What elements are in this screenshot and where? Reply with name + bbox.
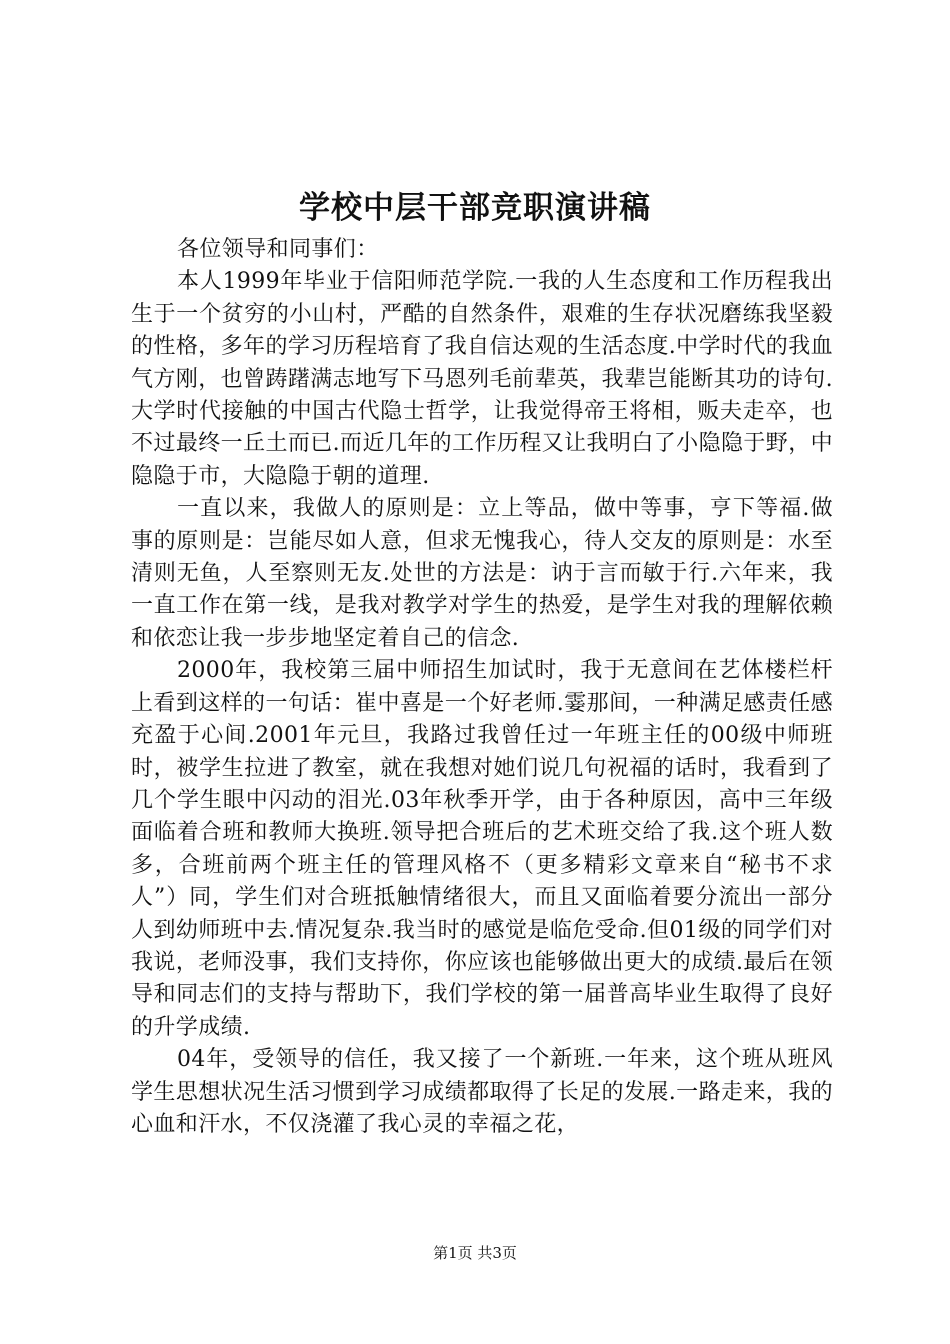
document-title: 学校中层干部竞职演讲稿	[299, 190, 651, 226]
paragraph-2: 一直以来，我做人的原则是：立上等品，做中等事，亨下等福.做事的原则是：岂能尽如人意，但求无愧我心，待人交友的原则是：水至清则无鱼，人至察则无友.处世的方法是：讷于言而敏于行.六年来，我一直工作在第一线，是我对教学对学生的热爱，是学生对我的理解依赖和依恋让我一步步地坚定着自己的信念.	[131, 496, 833, 651]
document-body	[131, 234, 833, 1141]
paragraph-4: 04年，受领导的信任，我又接了一个新班.一年来，这个班从班风学生思想状况生活习惯到学习成绩都取得了长足的发展.一路走来，我的心血和汗水，不仅浇灌了我心灵的幸福之花，	[131, 1047, 833, 1137]
paragraph-1: 本人1999年毕业于信阳师范学院.一我的人生态度和工作历程我出生于一个贫穷的小山村，严酷的自然条件，艰难的生存状况磨练我坚毅的性格，多年的学习历程培育了我自信达观的生活态度.中学时代的我血气方刚，也曾踌躇满志地写下马恩列毛前辈英，我辈岂能断其功的诗句.大学时代接触的中国古代隐士哲学，让我觉得帝王将相，贩夫走卒，也不过最终一丘土而已.而近几年的工作历程又让我明白了小隐隐于野，中隐隐于市，大隐隐于朝的道理.	[131, 269, 833, 489]
greeting-line: 各位领导和同事们：	[177, 237, 379, 262]
page-number-footer: 第1页 共3页	[433, 1244, 517, 1262]
paragraph-3: 2000年，我校第三届中师招生加试时，我于无意间在艺体楼栏杆上看到这样的一句话：崔中喜是一个好老师.霎那间，一种满足感责任感充盈于心间.2001年元旦，我路过我曾任过一年班主任的00级中师班时，被学生拉进了教室，就在我想对她们说几句祝福的话时，我看到了几个学生眼中闪动的泪光.03年秋季开学，由于各种原因，高中三年级面临着合班和教师大换班.领导把合班后的艺术班交给了我.这个班人数多，合班前两个班主任的管理风格不（更多精彩文章来自“秘书不求人”）同，学生们对合班抵触情绪很大，而且又面临着要分流出一部分人到幼师班中去.情况复杂.我当时的感觉是临危受命.但01级的同学们对我说，老师没事，我们支持你，你应该也能够做出更大的成绩.最后在领导和同志们的支持与帮助下，我们学校的第一届普高毕业生取得了良好的升学成绩.	[131, 658, 833, 1040]
